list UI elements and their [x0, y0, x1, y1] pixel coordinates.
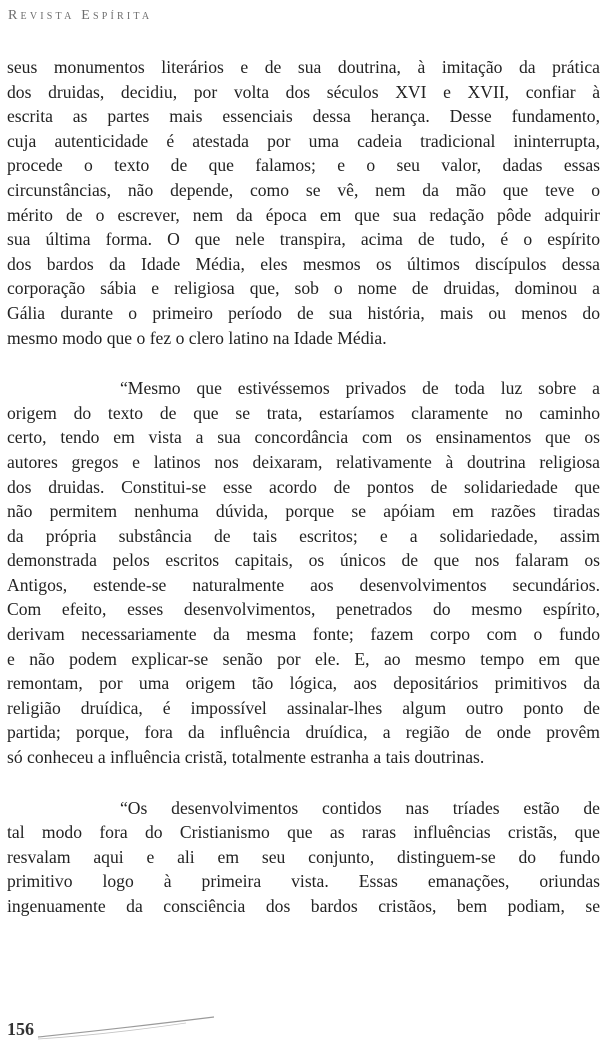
text-line: demonstrada pelos escritos capitais, os únicos de que nos falaram os [7, 550, 600, 571]
text-line: sua última forma. O que nele transpira, acima de tudo, é o espírito [7, 229, 600, 250]
paragraph-gap [7, 770, 600, 796]
text-line: mesmo modo que o fez o clero latino na Idade Média. [7, 327, 387, 348]
text-line: Com efeito, esses desenvolvimentos, penetrados do mesmo espírito, [7, 599, 600, 620]
text-line: origem do texto de que se trata, estaríamos claramente no caminho [7, 402, 600, 423]
paragraph-2 [7, 376, 600, 770]
body-text [7, 55, 600, 919]
text-line: partida; porque, fora da influência druídica, a região de onde provêm [7, 722, 600, 743]
text-line: dos druidas, decidiu, por volta dos séculos XVI e XVII, confiar à [7, 81, 600, 102]
text-line: resvalam aqui e ali em seu conjunto, distinguem-se do fundo [7, 846, 600, 867]
text-line: escrita as partes mais essenciais dessa herança. Desse fundamento, [7, 106, 600, 127]
text-line: mérito de o escrever, nem da época em que sua redação pôde adquirir [7, 204, 600, 225]
text-line: religião druídica, é impossível assinalar-lhes algum outro ponto de [7, 697, 600, 718]
swoosh-stroke [38, 1017, 214, 1037]
text-line: derivam necessariamente da mesma fonte; fazem corpo com o fundo [7, 624, 600, 645]
text-line: circunstâncias, não depende, como se vê, nem da mão que teve o [7, 179, 600, 200]
paragraph-3 [7, 796, 600, 919]
text-line: não permitem nenhuma dúvida, porque se apóiam em razões tiradas [7, 501, 600, 522]
page-number-swoosh [36, 1011, 216, 1041]
text-line: da própria substância de tais escritos; e a solidariedade, assim [7, 525, 600, 546]
text-line: e não podem explicar-se senão por ele. E, ao mesmo tempo em que [7, 648, 600, 669]
running-header: Revista Espírita [8, 8, 153, 23]
paragraph-1 [7, 55, 600, 350]
text-line: só conheceu a influência cristã, totalmente estranha a tais doutrinas. [7, 747, 485, 768]
text-line: dos druidas. Constitui-se esse acordo de pontos de solidariedade que [7, 476, 600, 497]
text-line: certo, tendo em vista a sua concordância com os ensinamentos que os [7, 427, 600, 448]
text-line: Antigos, estende-se naturalmente aos desenvolvimentos secundários. [7, 574, 600, 595]
text-line: procede o texto de que falamos; e o seu valor, dadas essas [7, 155, 600, 176]
text-line: ingenuamente da consciência dos bardos cristãos, bem podiam, se [7, 896, 600, 916]
text-line: “Mesmo que estivéssemos privados de toda luz sobre a [120, 378, 600, 399]
swoosh-stroke-inner [38, 1023, 186, 1039]
text-line: Gália durante o primeiro período de sua história, mais ou menos do [7, 302, 600, 323]
text-line: autores gregos e latinos nos deixaram, relativamente à doutrina religiosa [7, 451, 600, 472]
text-line: “Os desenvolvimentos contidos nas tríades estão de [120, 797, 600, 818]
text-line: seus monumentos literários e de sua doutrina, à imitação da prática [7, 57, 600, 77]
text-line: remontam, por uma origem tão lógica, aos depositários primitivos da [7, 673, 600, 694]
text-line: tal modo fora do Cristianismo que as raras influências cristãs, que [7, 822, 600, 843]
text-line: primitivo logo à primeira vista. Essas emanações, oriundas [7, 871, 600, 892]
paragraph-gap [7, 350, 600, 376]
text-line: cuja autenticidade é atestada por uma cadeia tradicional ininterrupta, [7, 130, 600, 151]
page-number: 156 [7, 1019, 34, 1039]
text-line: corporação sábia e religiosa que, sob o nome de druidas, dominou a [7, 278, 600, 299]
text-line: dos bardos da Idade Média, eles mesmos os últimos discípulos dessa [7, 253, 600, 274]
